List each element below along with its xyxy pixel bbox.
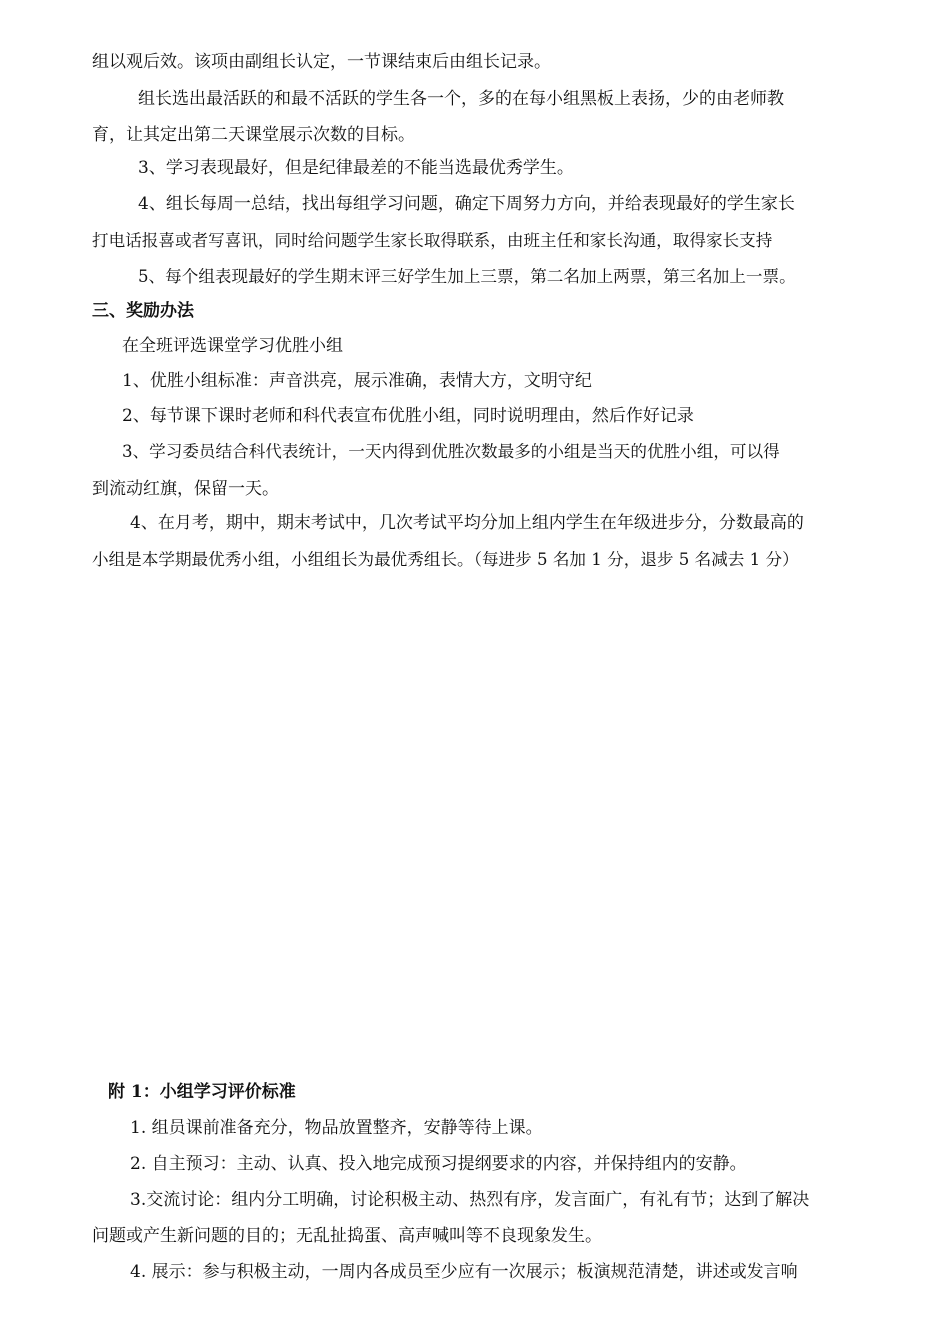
list-item: 1. 组员课前准备充分，物品放置整齐，安静等待上课。: [130, 1118, 543, 1138]
list-item: 4、在月考，期中，期末考试中，几次考试平均分加上组内学生在年级进步分，分数最高的: [130, 513, 804, 533]
paragraph-line: 育，让其定出第二天课堂展示次数的目标。: [92, 125, 415, 145]
paragraph-line: 问题或产生新问题的目的；无乱扯捣蛋、高声喊叫等不良现象发生。: [92, 1226, 602, 1246]
paragraph-line: 打电话报喜或者写喜讯，同时给问题学生家长取得联系，由班主任和家长沟通，取得家长支持: [92, 231, 773, 250]
list-item: 4. 展示：参与积极主动，一周内各成员至少应有一次展示；板演规范清楚，讲述或发言响: [130, 1262, 798, 1282]
paragraph-line: 组以观后效。该项由副组长认定，一节课结束后由组长记录。: [92, 52, 551, 72]
paragraph-line: 在全班评选课堂学习优胜小组: [122, 336, 343, 356]
list-item: 2、每节课下课时老师和科代表宣布优胜小组，同时说明理由，然后作好记录: [122, 406, 694, 426]
paragraph-line: 3、学习表现最好，但是纪律最差的不能当选最优秀学生。: [138, 158, 574, 178]
list-item: 3、学习委员结合科代表统计，一天内得到优胜次数最多的小组是当天的优胜小组，可以得: [122, 442, 780, 461]
list-item: 2. 自主预习：主动、认真、投入地完成预习提纲要求的内容，并保持组内的安静。: [130, 1154, 747, 1174]
appendix-heading: 附 1：小组学习评价标准: [108, 1082, 296, 1102]
list-item: 1、优胜小组标准：声音洪亮，展示准确，表情大方，文明守纪: [122, 371, 592, 391]
paragraph-line: 小组是本学期最优秀小组，小组组长为最优秀组长。（每进步 5 名加 1 分，退步 5 名减去 1 分）: [92, 550, 799, 569]
paragraph-line: 到流动红旗，保留一天。: [92, 479, 279, 499]
paragraph-line: 5、每个组表现最好的学生期末评三好学生加上三票，第二名加上两票，第三名加上一票。: [138, 267, 796, 286]
list-item: 3.交流讨论：组内分工明确，讨论积极主动、热烈有序，发言面广，有礼有节；达到了解决: [130, 1190, 810, 1210]
paragraph-line: 组长选出最活跃的和最不活跃的学生各一个，多的在每小组黑板上表扬，少的由老师教: [138, 89, 784, 109]
section-heading: 三、奖励办法: [92, 301, 194, 321]
paragraph-line: 4、组长每周一总结，找出每组学习问题，确定下周努力方向，并给表现最好的学生家长: [138, 194, 795, 214]
